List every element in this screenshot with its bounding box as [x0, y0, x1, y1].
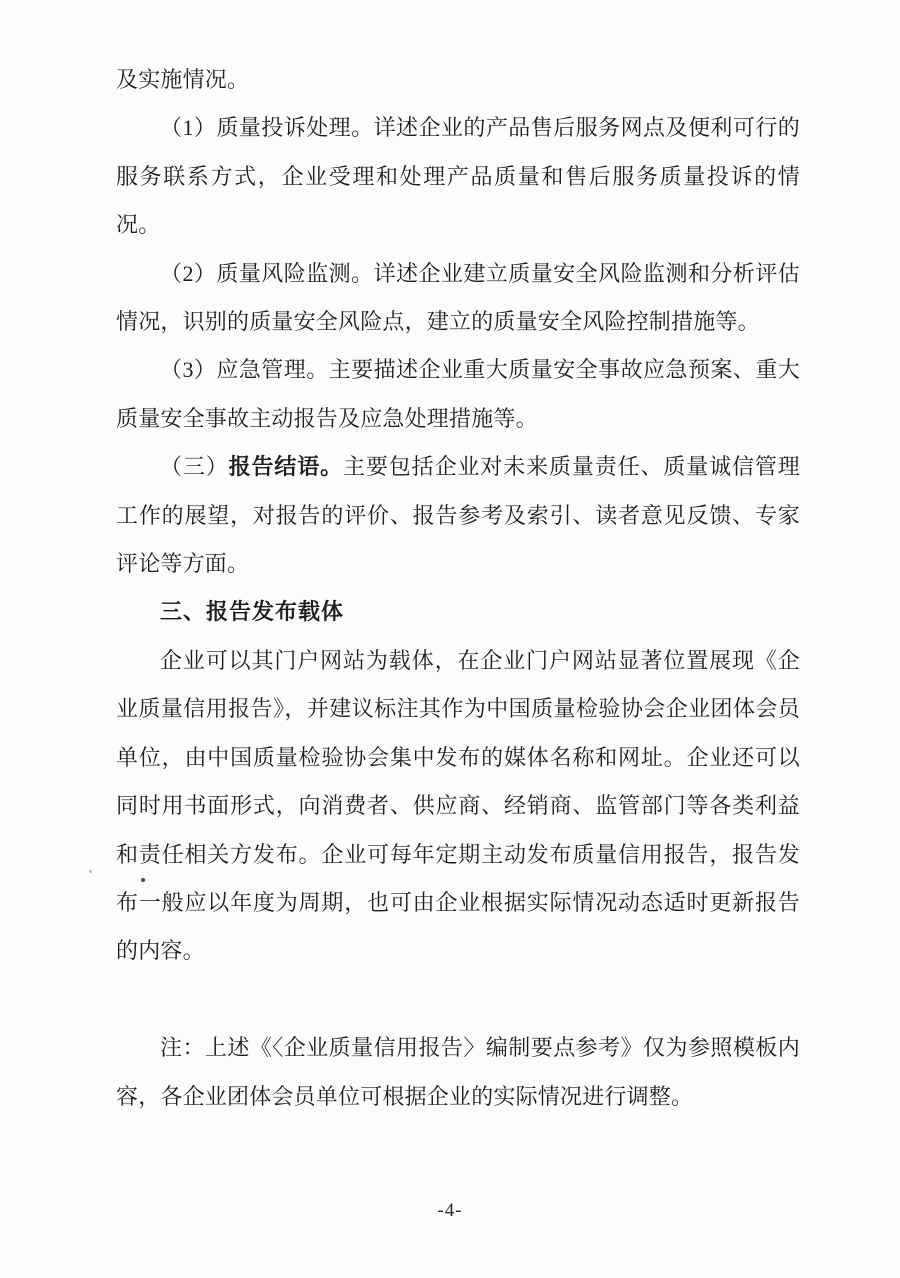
conclusion-body-text: 主要包括企业对未来质量责任、质量诚信管理工作的展望，对报告的评价、报告参考及索引、读者意见反馈、专家评论等方面。: [116, 454, 800, 577]
blank-line-spacer: [116, 976, 800, 1024]
paragraph-quality-complaint-handling: （1）质量投诉处理。详述企业的产品售后服务网点及便利可行的服务联系方式，企业受理和处理产品质量和售后服务质量投诉的情况。: [116, 115, 800, 238]
scan-artifact-speck: [89, 870, 92, 873]
conclusion-title: 报告结语。: [228, 454, 344, 480]
conclusion-label: （三）: [160, 454, 229, 480]
paragraph-report-publishing-carrier: 企业可以其门户网站为载体，在企业门户网站显著位置展现《企业质量信用报告》，并建议标注其作为中国质量检验协会企业团体会员单位，由中国质量检验协会集中发布的媒体名称和网址。企业还可以同时用书面形式，向消费者、供应商、经销商、监管部门等各类利益和责任相关方发布。企业可每年定期主动发布质量信用报告，报告发布一般应以年度为周期，也可由企业根据实际情况动态适时更新报告的内容。: [116, 647, 800, 964]
paragraph-report-conclusion: [116, 443, 800, 588]
scan-artifact-dot: [141, 878, 145, 882]
paragraph-quality-risk-monitoring: （2）质量风险监测。详述企业建立质量安全风险监测和分析评估情况，识别的质量安全风险点，建立的质量安全风险控制措施等。: [116, 260, 800, 335]
document-text-block: [116, 56, 800, 1121]
paragraph-note: 注：上述《〈企业质量信用报告〉编制要点参考》仅为参照模板内容，各企业团体会员单位可根据企业的实际情况进行调整。: [116, 1035, 800, 1109]
page-number: -4-: [437, 1200, 463, 1221]
paragraph-emergency-management: （3）应急管理。主要描述企业重大质量安全事故应急预案、重大质量安全事故主动报告及应急处理措施等。: [116, 357, 800, 431]
paragraph-continuation: 及实施情况。: [116, 67, 250, 92]
section3-heading: 三、报告发布载体: [160, 599, 345, 625]
